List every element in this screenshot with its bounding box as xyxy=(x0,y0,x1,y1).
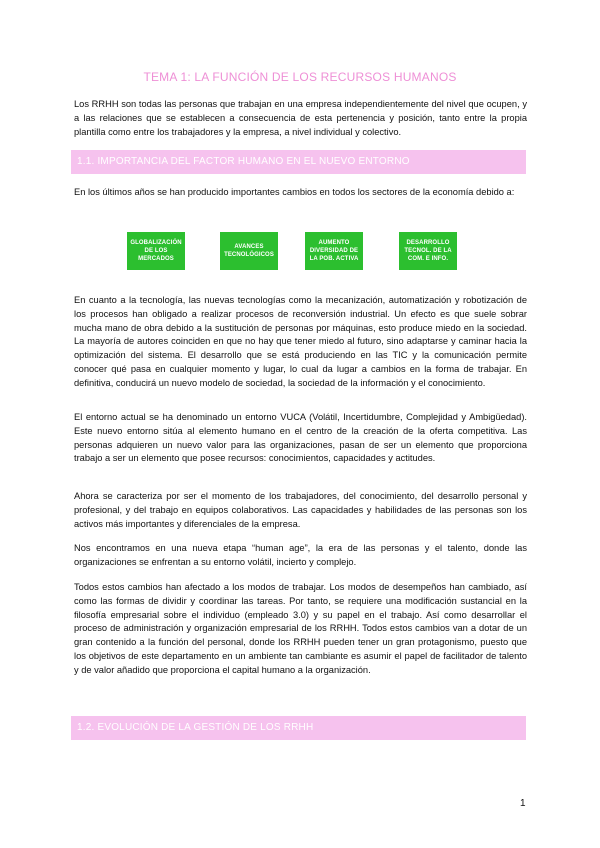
section-1-heading: 1.1. IMPORTANCIA DEL FACTOR HUMANO EN EL NUEVO ENTORNO xyxy=(71,150,526,174)
intro-paragraph: Los RRHH son todas las personas que trabajan en una empresa independientemente del nivel que ocupen, y a las relaciones que se establecen a consecuencia de esta pertenencia y posición, tanto entre la propia plantilla como entre los trabajadores y la empresa, a nivel individual y colectivo. xyxy=(74,99,527,137)
cause-box-diversity: AUMENTO DIVERSIDAD DE LA POB. ACTIVA xyxy=(305,232,363,270)
paragraph-changes: Todos estos cambios han afectado a los modos de trabajar. Los modos de desempeños han cambiado, así como las formas de dividir y coordinar las tareas. Por tanto, se requiere una modificación sustancial en la filosofía empresarial sobre el individuo (empleado 3.0) y su papel en el trabajo. Así como desarrollar el proceso de administración y organización empresarial de los RRHH. Todos estos cambios van a dotar de un gran contenido a la función del personal, donde los RRHH pueden tener un gran protagonismo, puesto que los objetivos de este departamento en un ambiente tan cambiante es asumir el papel de facilitador de talento y de valor añadido que proporciona el capital humano a la organización. xyxy=(74,582,527,675)
paragraph-technology: En cuanto a la tecnología, las nuevas tecnologías como la mecanización, automatización y robotización de los procesos han obligado a realizar procesos de reconversión industrial. Un efecto es que suele sobrar mucha mano de obra debido a la sustitución de personas por máquinas, esto produce miedo en la sociedad. La mayoría de autores coinciden en que no hay que tener miedo al futuro, sino adaptarse y caminar hacia la optimización del sistema. El desarrollo que se está produciendo en las TIC y la comunicación permite conocer qué pasa en cualquier momento y lugar, lo cual da lugar a cambios en la forma de trabajar. En definitiva, conducirá un nuevo modelo de sociedad, la sociedad de la información y el conocimiento. xyxy=(74,295,527,388)
paragraph-human-age: Nos encontramos en una nueva etapa “human age”, la era de las personas y el talento, donde las organizaciones se enfrentan a su entorno volátil, incierto y complejo. xyxy=(74,543,527,567)
section-1-lead: En los últimos años se han producido importantes cambios en todos los sectores de la economía debido a: xyxy=(74,187,515,197)
cause-box-communication: DESARROLLO TECNOL. DE LA COM. E INFO. xyxy=(399,232,457,270)
page-number: 1 xyxy=(520,798,526,809)
cause-box-globalization: GLOBALIZACIÓN DE LOS MERCADOS xyxy=(127,232,185,270)
paragraph-vuca: El entorno actual se ha denominado un entorno VUCA (Volátil, Incertidumbre, Complejidad y Ambigüedad). Este nuevo entorno sitúa al elemento humano en el centro de la creación de la oferta competitiva. Las personas adquieren un nuevo valor para las organizaciones, pasan de ser un elemento que proporciona trabajo a ser un elemento que posee recursos: conocimientos, capacidades y actitudes. xyxy=(74,412,527,464)
section-2-heading: 1.2. EVOLUCIÓN DE LA GESTIÓN DE LOS RRHH xyxy=(71,716,526,740)
paragraph-workers: Ahora se caracteriza por ser el momento de los trabajadores, del conocimiento, del desarrollo personal y profesional, y del trabajo en equipos colaborativos. Las capacidades y habilidades de las personas son los activos más importantes y diferenciales de la empresa. xyxy=(74,491,527,529)
document-title: TEMA 1: LA FUNCIÓN DE LOS RECURSOS HUMANOS xyxy=(143,70,457,84)
cause-box-technology: AVANCES TECNOLÓGICOS xyxy=(220,232,278,270)
causes-diagram xyxy=(127,232,467,270)
